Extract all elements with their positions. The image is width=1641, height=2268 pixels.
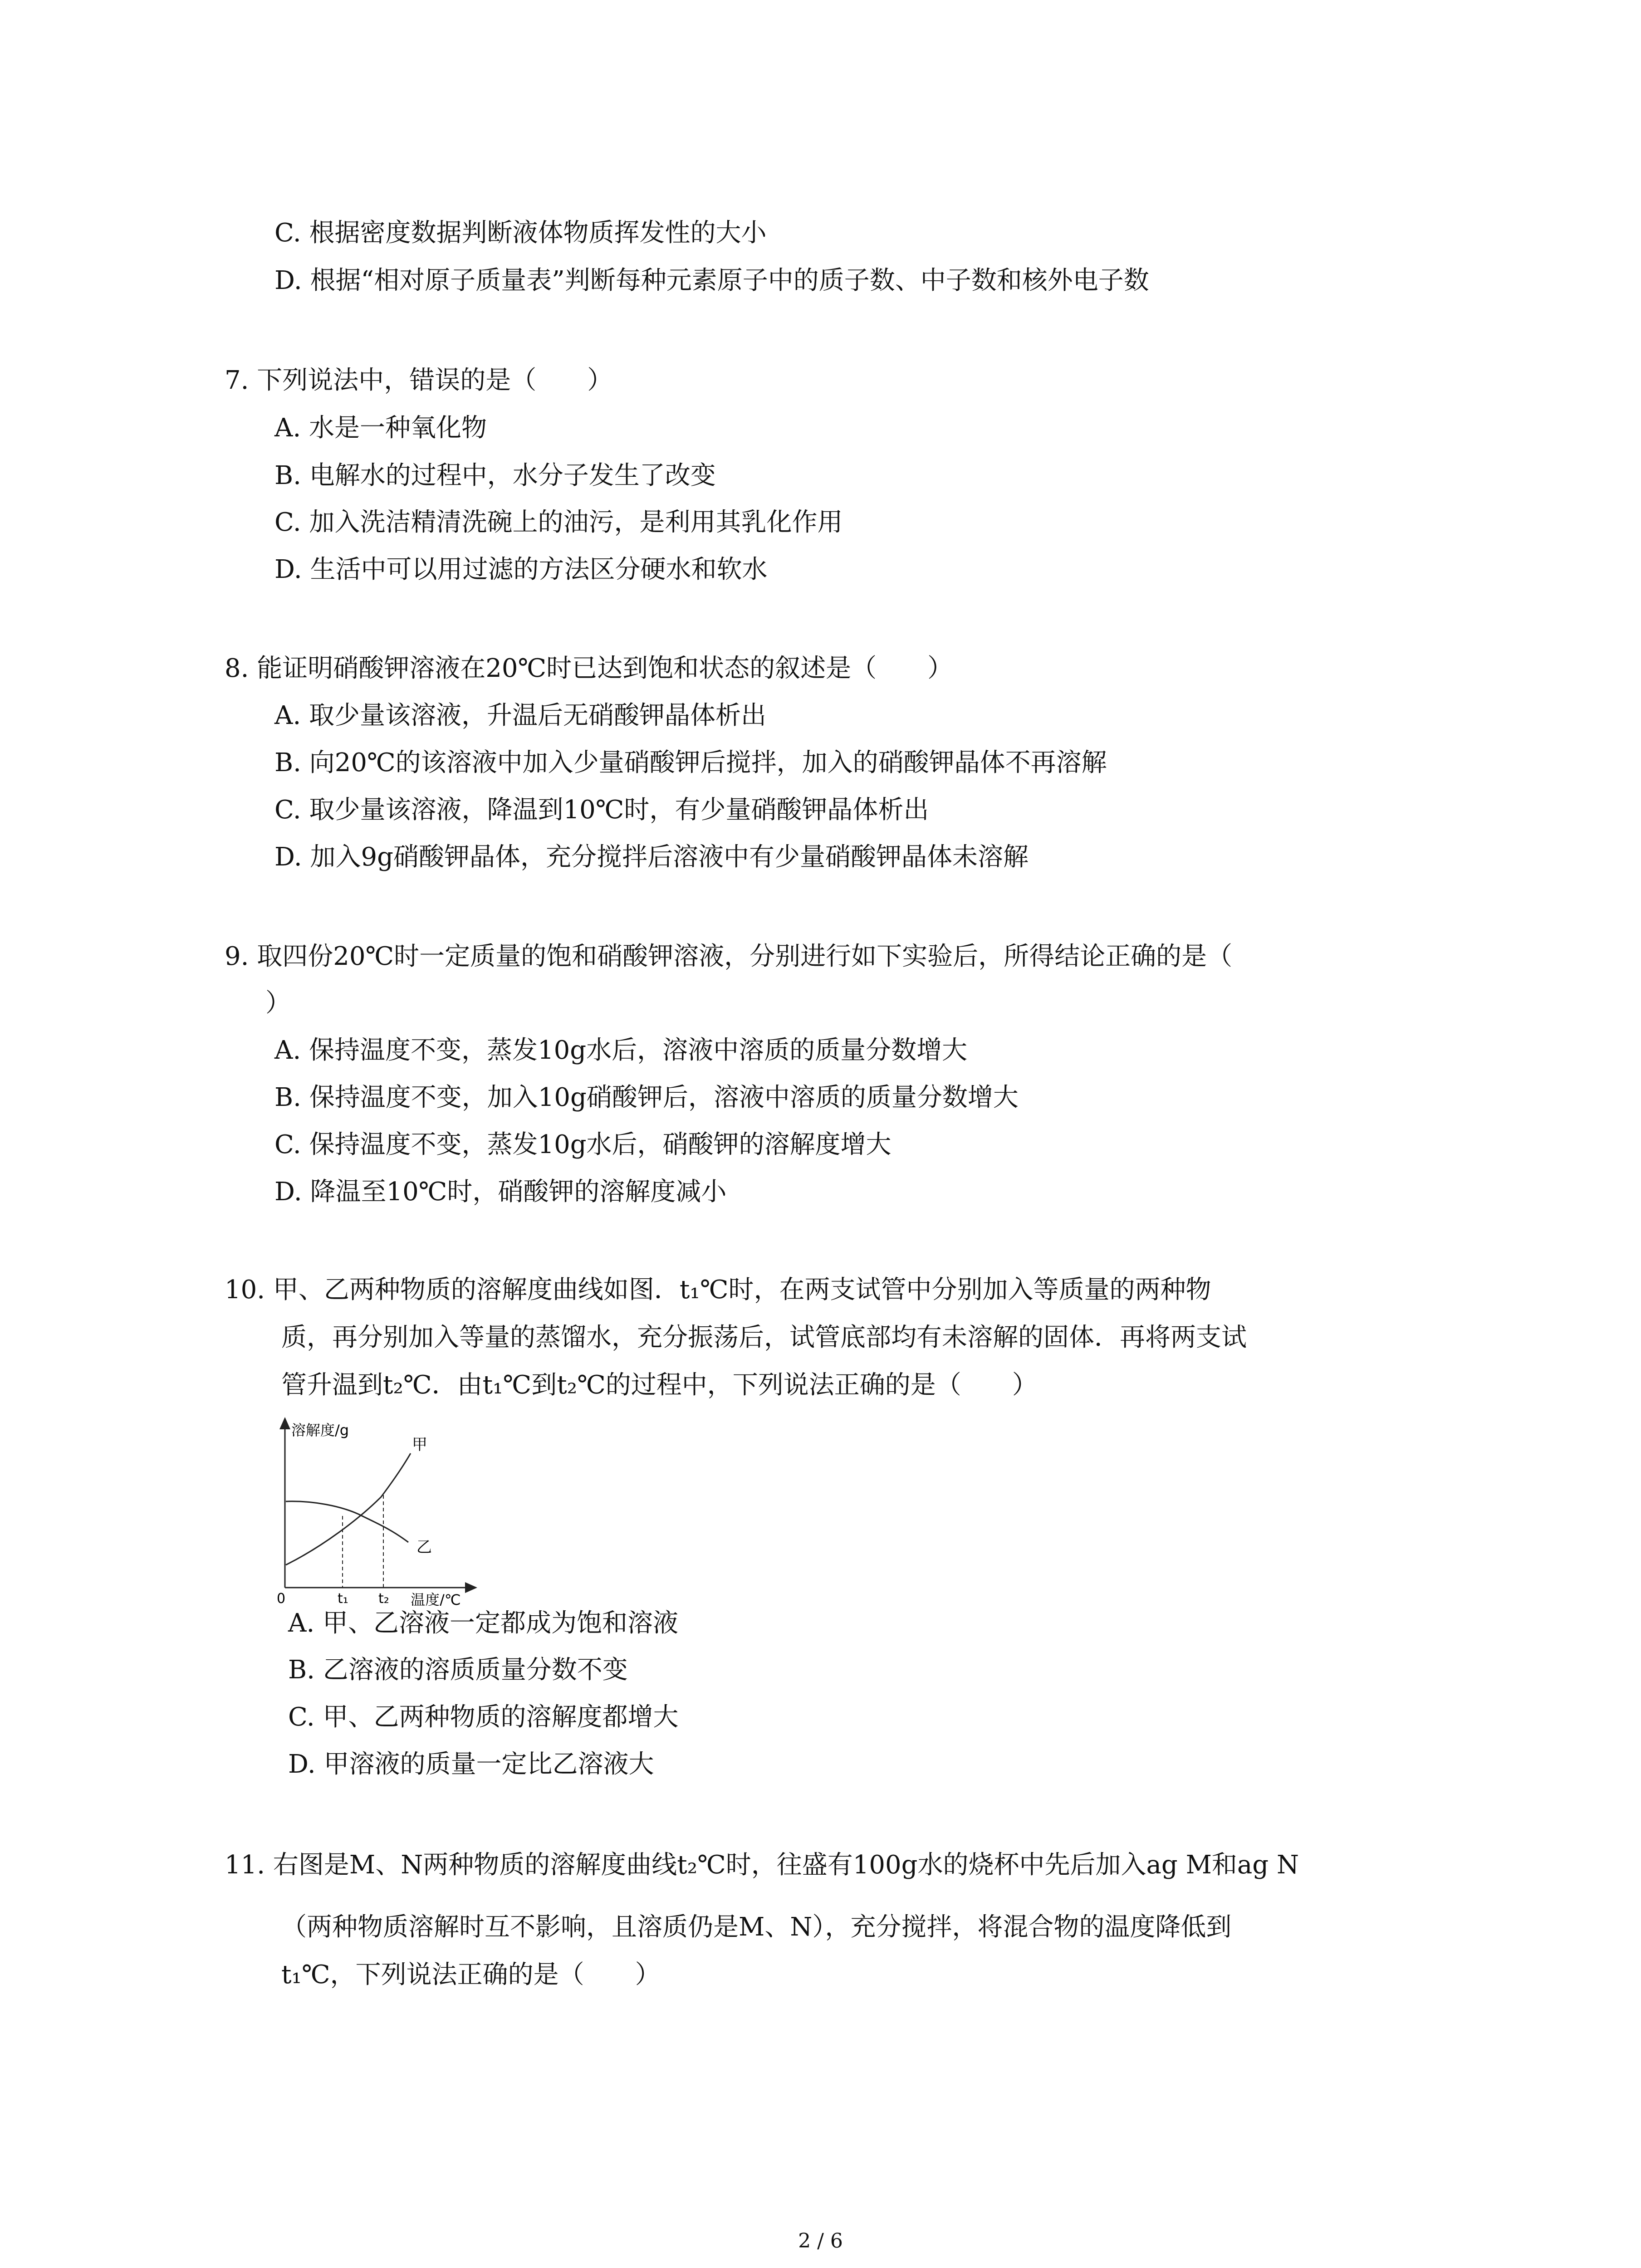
question-10-option-b: B. 乙溶液的溶质质量分数不变: [288, 1655, 628, 1685]
y-axis-label: 溶解度/g: [291, 1422, 349, 1439]
question-7-option-b: B. 电解水的过程中，水分子发生了改变: [274, 461, 716, 490]
curve-yi-label: 乙: [416, 1538, 432, 1556]
question-10-option-d: D. 甲溶液的质量一定比乙溶液大: [288, 1750, 654, 1779]
question-8-option-b: B. 向20℃的该溶液中加入少量硝酸钾后搅拌，加入的硝酸钾晶体不再溶解: [274, 748, 1107, 777]
x-axis-label: 温度/℃: [411, 1591, 461, 1606]
t1-label: t₁: [338, 1591, 348, 1606]
question-9-option-a: A. 保持温度不变，蒸发10g水后，溶液中溶质的质量分数增大: [274, 1036, 968, 1065]
question-10-stem-line-2: 质，再分别加入等量的蒸馏水，充分振荡后，试管底部均有未溶解的固体．再将两支试: [281, 1323, 1247, 1352]
question-7-option-d: D. 生活中可以用过滤的方法区分硬水和软水: [274, 555, 768, 584]
question-7-option-c: C. 加入洗洁精清洗碗上的油污，是利用其乳化作用: [274, 508, 843, 537]
curve-jia-label: 甲: [412, 1436, 427, 1454]
question-8-stem: 8. 能证明硝酸钾溶液在20℃时已达到饱和状态的叙述是（ ）: [225, 654, 953, 683]
question-8-option-c: C. 取少量该溶液，降温到10℃时，有少量硝酸钾晶体析出: [274, 795, 929, 825]
question-7-option-a: A. 水是一种氧化物: [274, 413, 487, 443]
page-number: 2 / 6: [798, 2229, 843, 2253]
question-9-option-b: B. 保持温度不变，加入10g硝酸钾后，溶液中溶质的质量分数增大: [274, 1083, 1019, 1112]
question-7-stem: 7. 下列说法中，错误的是（ ）: [225, 366, 613, 395]
question-9-option-d: D. 降温至10℃时，硝酸钾的溶解度减小: [274, 1177, 727, 1207]
question-10-stem-line-3: 管升温到t₂℃．由t₁℃到t₂℃的过程中，下列说法正确的是（ ）: [281, 1370, 1038, 1400]
question-11-stem-line-3: t₁℃，下列说法正确的是（ ）: [281, 1960, 661, 1989]
curve-yi: [286, 1501, 408, 1542]
question-8-option-d: D. 加入9g硝酸钾晶体，充分搅拌后溶液中有少量硝酸钾晶体未溶解: [274, 842, 1029, 872]
prev-option-d: D. 根据“相对原子质量表”判断每种元素原子中的质子数、中子数和核外电子数: [274, 266, 1149, 295]
solubility-curve-svg: [272, 1415, 481, 1606]
question-11-stem-line-2: （两种物质溶解时互不影响，且溶质仍是M、N），充分搅拌，将混合物的温度降低到: [281, 1912, 1232, 1942]
question-10-stem-line-1: 10. 甲、乙两种物质的溶解度曲线如图．t₁℃时，在两支试管中分别加入等质量的两种物: [225, 1275, 1211, 1305]
prev-option-c: C. 根据密度数据判断液体物质挥发性的大小: [274, 218, 767, 248]
origin-label: 0: [277, 1591, 286, 1606]
question-10-option-a: A. 甲、乙溶液一定都成为饱和溶液: [288, 1608, 679, 1638]
question-10-option-c: C. 甲、乙两种物质的溶解度都增大: [288, 1702, 679, 1732]
question-9-option-c: C. 保持温度不变，蒸发10g水后，硝酸钾的溶解度增大: [274, 1130, 892, 1159]
question-9-stem-line-1: 9. 取四份20℃时一定质量的饱和硝酸钾溶液，分别进行如下实验后，所得结论正确的是（: [225, 942, 1233, 971]
solubility-curve-figure: [272, 1415, 481, 1606]
question-11-stem-line-1: 11. 右图是M、N两种物质的溶解度曲线t₂℃时，往盛有100g水的烧杯中先后加入ag M和ag N: [225, 1850, 1299, 1880]
t2-label: t₂: [378, 1591, 389, 1606]
question-8-option-a: A. 取少量该溶液，升温后无硝酸钾晶体析出: [274, 701, 767, 730]
curve-jia: [286, 1453, 411, 1565]
question-9-stem-line-2: ）: [265, 988, 291, 1018]
